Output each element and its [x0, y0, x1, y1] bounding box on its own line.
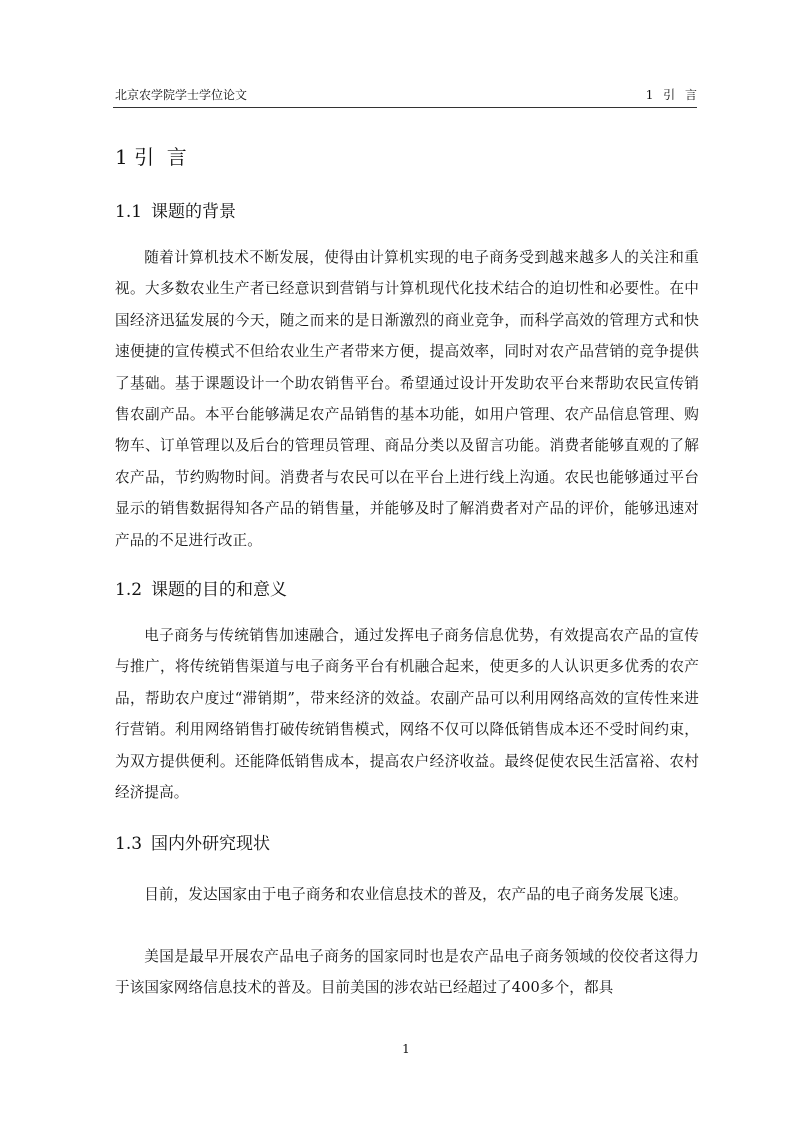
- header-divider: [113, 107, 697, 108]
- section-number: 1.3: [115, 834, 143, 854]
- section-heading-1-1: [115, 200, 236, 224]
- section-title-text: 课题的目的和意义: [151, 580, 288, 600]
- section-title-text: 国内外研究现状: [151, 834, 271, 854]
- header-thesis-title: 北京农学院学士学位论文: [115, 88, 248, 102]
- header-chapter-label: 1 引 言: [645, 88, 697, 102]
- section-number: 1.1: [115, 202, 143, 222]
- chapter-title: 1 引 言: [115, 145, 187, 169]
- section-heading-1-2: [115, 578, 287, 602]
- paragraph: 电子商务与传统销售加速融合，通过发挥电子商务信息优势，有效提高农产品的宣传与推广，将传统销售渠道与电子商务平台有机融合起来，使更多的人认识更多优秀的农产品，帮助农户度过“滞销期”，带来经济的效益。农副产品可以利用网络高效的宣传性来进行营销。利用网络销售打破传统销售模式，网络不仅可以降低销售成本还不受时间约束，为双方提供便利。还能降低销售成本，提高农户经济收益。最终促使农民生活富裕、农村经济提高。: [115, 627, 699, 802]
- paragraph: 美国是最早开展农产品电子商务的国家同时也是农产品电子商务领域的佼佼者这得力于该国家网络信息技术的普及。目前美国的涉农站已经超过了400多个，都具: [115, 948, 699, 997]
- section-heading-1-3: [115, 832, 270, 856]
- page-number: 1: [402, 1042, 410, 1056]
- paragraph: 随着计算机技术不断发展，使得由计算机实现的电子商务受到越来越多人的关注和重视。大多数农业生产者已经意识到营销与计算机现代化技术结合的迫切性和必要性。在中国经济迅猛发展的今天，随之而来的是日渐激烈的商业竞争，而科学高效的管理方式和快速便捷的宣传模式不但给农业生产者带来方便，提高效率，同时对农产品营销的竞争提供了基础。基于课题设计一个助农销售平台。希望通过设计开发助农平台来帮助农民宣传销售农副产品。本平台能够满足农产品销售的基本功能，如用户管理、农产品信息管理、购物车、订单管理以及后台的管理员管理、商品分类以及留言功能。消费者能够直观的了解农产品，节约购物时间。消费者与农民可以在平台上进行线上沟通。农民也能够通过平台显示的销售数据得知各产品的销售量，并能够及时了解消费者对产品的评价，能够迅速对产品的不足进行改正。: [115, 249, 699, 549]
- section-title-text: 课题的背景: [151, 202, 237, 222]
- section-number: 1.2: [115, 580, 143, 600]
- paragraph: 目前，发达国家由于电子商务和农业信息技术的普及，农产品的电子商务发展飞速。: [144, 886, 688, 903]
